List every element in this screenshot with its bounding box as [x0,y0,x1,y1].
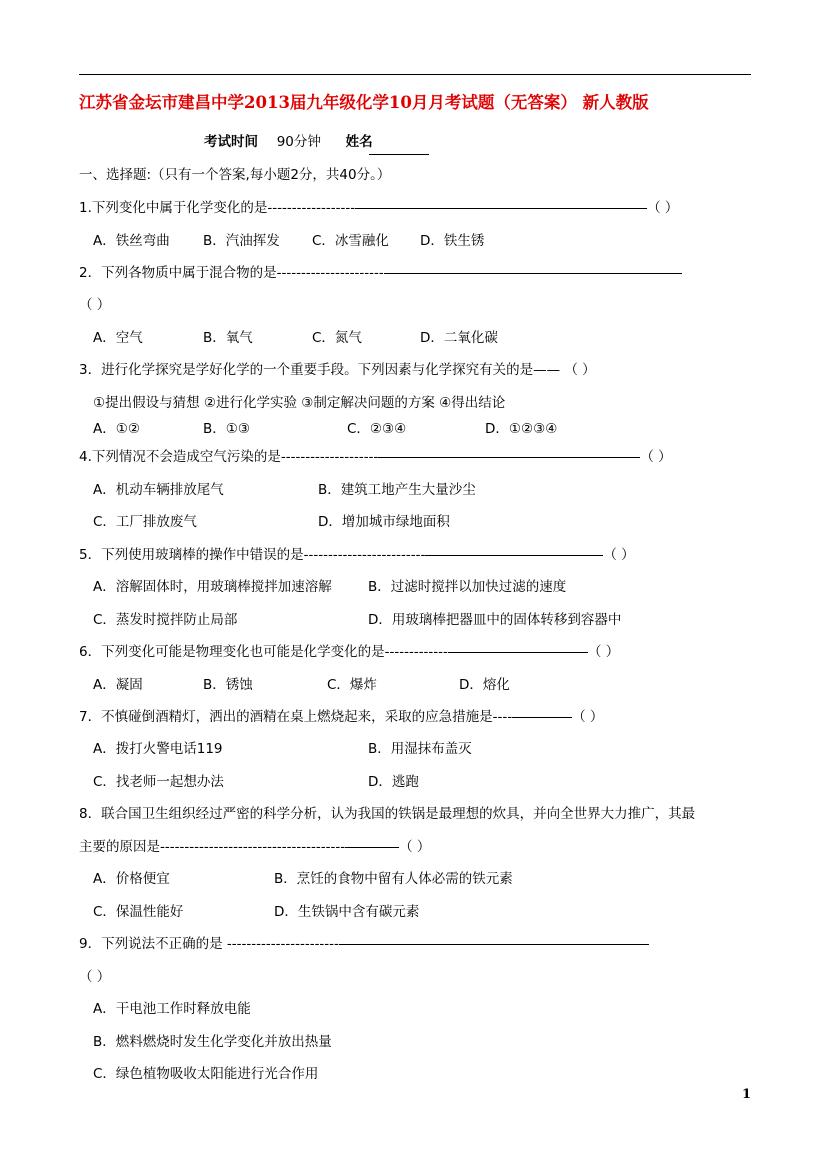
q7-option-a: A．拨打火警电话119 [93,741,223,757]
q9-option-a: A．干电池工作时释放电能 [93,1001,251,1017]
q4-stem-text: 4.下列情况不会造成空气污染的是-------------------- [79,449,379,465]
q1-stem-text: 1.下列变化中属于化学变化的是------------------ [79,200,356,216]
header-rule [79,74,751,75]
q6-answer-rule [448,652,588,653]
q2-option-b: B．氧气 [203,330,253,346]
q3-option-c: C．②③④ [347,421,407,437]
q9-option-b: B．燃料燃烧时发生化学变化并放出热量 [93,1034,332,1050]
q1-answer-rule [355,208,647,209]
name-blank-line [369,154,429,155]
q2-answer-blank: （ ） [79,297,111,313]
q4-option-c: C．工厂排放废气 [93,514,197,530]
q7-stem-text: 7．不慎碰倒酒精灯，洒出的酒精在桌上燃烧起来，采取的应急措施是---- [79,709,513,725]
page-number: 1 [742,1087,752,1102]
q1-option-d: D．铁生锈 [420,233,485,249]
q9-stem-text: 9．下列说法不正确的是 ----------------------- [79,936,339,952]
q4-option-a: A．机动车辆排放尾气 [93,482,224,498]
q4-answer-blank: （ ） [640,449,672,465]
time-value: 90分钟 [276,134,321,150]
q9-option-c: C．绿色植物吸收太阳能进行光合作用 [93,1066,319,1082]
q6-option-d: D．熔化 [459,677,510,693]
question-8-stem-cont [79,835,430,855]
q4-option-b: B．建筑工地产生大量沙尘 [318,482,476,498]
question-9-stem [79,932,649,952]
question-4-stem [79,445,672,465]
name-label: 姓名 [345,134,373,150]
question-5-stem [79,543,635,563]
q4-option-d: D．增加城市绿地面积 [318,514,450,530]
q1-option-c: C．冰雪融化 [312,233,389,249]
q8-answer-blank: （ ） [399,839,431,855]
q3-option-d: D．①②③④ [485,421,558,437]
exam-meta [204,130,387,150]
exam-title: 江苏省金坛市建昌中学2013届九年级化学10月月考试题（无答案） 新人教版 [79,93,649,112]
q2-option-d: D．二氧化碳 [420,330,498,346]
q5-answer-blank: （ ） [603,547,635,563]
q6-stem-text: 6．下列变化可能是物理变化也可能是化学变化的是------------- [79,644,448,660]
q2-option-a: A．空气 [93,330,143,346]
time-label: 考试时间 [204,134,258,150]
q3-option-a: A．①② [93,421,140,437]
question-3-stem: 3．进行化学探究是学好化学的一个重要手段。下列因素与化学探究有关的是—— （ ） [79,362,596,378]
q8-stem2-text: 主要的原因是-------------------------------------- [79,839,346,855]
q5-option-d: D．用玻璃棒把器皿中的固体转移到容器中 [368,612,622,628]
q3-info: ①提出假设与猜想 ②进行化学实验 ③制定解决问题的方案 ④得出结论 [93,395,506,411]
q7-option-b: B．用湿抹布盖灭 [368,741,472,757]
q4-answer-rule [378,457,640,458]
q1-option-b: B．汽油挥发 [203,233,280,249]
q9-answer-blank: （ ） [79,969,111,985]
q8-option-c: C．保温性能好 [93,904,184,920]
q7-answer-blank: （ ） [572,709,604,725]
q2-stem-text: 2．下列各物质中属于混合物的是---------------------- [79,265,384,281]
q6-option-c: C．爆炸 [327,677,377,693]
q7-option-d: D．逃跑 [368,774,419,790]
q7-option-c: C．找老师一起想办法 [93,774,224,790]
q6-option-a: A．凝固 [93,677,143,693]
question-7-stem [79,705,603,725]
q8-option-d: D．生铁锅中含有碳元素 [274,904,420,920]
question-8-stem: 8．联合国卫生组织经过严密的科学分析，认为我国的铁锅是最理想的炊具，并向全世界大力推广，其最 [79,806,696,822]
q1-option-a: A．铁丝弯曲 [93,233,170,249]
q8-answer-rule [345,847,399,848]
q5-option-c: C．蒸发时搅拌防止局部 [93,612,238,628]
q3-option-b: B．①③ [203,421,250,437]
question-1-stem [79,196,678,216]
q2-answer-rule [384,273,682,274]
question-6-stem [79,640,619,660]
q7-answer-rule [512,717,572,718]
q1-answer-blank: （ ） [647,200,679,216]
q5-answer-rule [425,555,603,556]
q9-answer-rule [339,944,649,945]
q6-option-b: B．锈蚀 [203,677,253,693]
q6-answer-blank: （ ） [587,644,620,660]
q8-option-a: A．价格便宜 [93,871,170,887]
section-heading: 一、选择题:（只有一个答案,每小题2分，共40分。） [79,167,391,183]
q5-option-b: B．过滤时搅拌以加快过滤的速度 [368,579,567,595]
q8-option-b: B．烹饪的食物中留有人体必需的铁元素 [274,871,513,887]
q5-option-a: A．溶解固体时，用玻璃棒搅拌加速溶解 [93,579,332,595]
q5-stem-text: 5．下列使用玻璃棒的操作中错误的是------------------------- [79,547,426,563]
q2-option-c: C．氮气 [312,330,362,346]
question-2-stem [79,261,682,281]
